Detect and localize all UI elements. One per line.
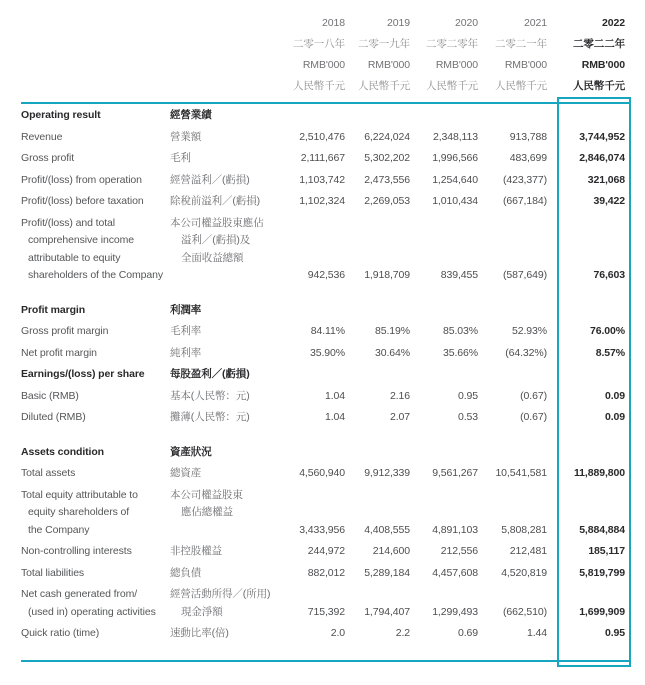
value-cell-2019: 30.64%: [374, 346, 410, 359]
value-cell-2020: 839,455: [440, 269, 478, 281]
row-label-zh: [170, 302, 282, 320]
value-cell-2021: (423,377): [502, 173, 547, 186]
year-column-header-2022: [547, 13, 625, 97]
row-label-en: [21, 625, 170, 643]
value-cell-2021: 913,788: [509, 130, 547, 143]
row-label-en: [21, 586, 170, 621]
row-label-en-line: equity shareholders of: [28, 506, 130, 518]
row-label-en-line: Revenue: [21, 130, 63, 143]
value-cell-2020: 0.95: [457, 389, 478, 402]
value-cell-2020: 1,254,640: [432, 173, 478, 186]
value-cell-2021: 5,808,281: [501, 523, 547, 536]
row-label-zh-line: 現金淨額: [181, 605, 223, 618]
table-row: [21, 625, 625, 643]
row-label-zh-line: 資產狀況: [170, 445, 212, 458]
value-cell-2018: 2.0: [330, 627, 345, 639]
row-label-zh-line: 全面收益總額: [181, 251, 244, 264]
value-cell-2019: 2.2: [395, 627, 410, 639]
table-row: [21, 409, 625, 427]
value-cell-2019: 1,794,407: [364, 605, 410, 618]
row-label-zh-line: 經營活動所得／(所用): [170, 588, 271, 600]
row-label-zh-line: 經營溢利／(虧損): [170, 173, 250, 186]
value-cell-2018: 942,536: [307, 269, 345, 281]
unit-label: RMB'000: [302, 59, 345, 71]
row-label-zh: [170, 129, 282, 147]
value-cell-2019: 4,408,555: [364, 523, 410, 536]
value-cell-2019: 6,224,024: [364, 130, 410, 143]
row-label-en: [21, 107, 170, 125]
value-cell-2018: 3,433,956: [299, 523, 345, 536]
table-row: [21, 323, 625, 341]
value-cell-2020: 4,457,608: [432, 566, 478, 579]
value-cell-2019: 9,912,339: [364, 467, 410, 479]
row-label-zh: [170, 444, 282, 462]
row-label-en-line: Net profit margin: [21, 346, 97, 359]
row-label-en: [21, 150, 170, 168]
table-row: [21, 487, 625, 540]
row-label-zh: [170, 586, 282, 621]
row-label-zh: [170, 345, 282, 363]
row-label-en: [21, 129, 170, 147]
year-label-zh: 二零一八年: [293, 38, 345, 50]
row-label-zh-line: 純利率: [170, 346, 202, 359]
year-column-header-2020: [410, 13, 478, 97]
value-cell-2019: 2.16: [389, 389, 410, 402]
value-cell-2022: 3,744,952: [579, 130, 625, 143]
table-row: [21, 150, 625, 168]
value-cell-2021: (662,510): [502, 605, 547, 618]
value-cell-2018: 1,102,324: [299, 195, 345, 207]
row-label-zh-line: [170, 522, 282, 540]
section-row: [21, 366, 625, 384]
row-label-en-line: Non-controlling interests: [21, 545, 132, 557]
value-cell-2022: 1,699,909: [579, 605, 625, 618]
value-cell-2020: 4,891,103: [432, 523, 478, 536]
value-cell-2019: 5,302,202: [364, 152, 410, 164]
row-label-zh: [170, 543, 282, 561]
row-label-zh: [170, 487, 282, 540]
row-label-en: [21, 345, 170, 363]
row-label-en: [21, 487, 170, 540]
year-label-zh: 二零一九年: [358, 38, 410, 50]
row-label-zh-line: [170, 267, 282, 285]
row-label-zh: [170, 150, 282, 168]
row-label-en-line: Total equity attributable to: [21, 488, 138, 501]
header-rule: [21, 102, 631, 104]
row-label-zh-line: 總負債: [170, 566, 202, 579]
row-label-zh-line: 毛利: [170, 152, 191, 164]
unit-label: RMB'000: [367, 59, 410, 71]
value-cell-2018: 1.04: [324, 389, 345, 402]
row-label-en-line: Assets condition: [21, 445, 104, 458]
row-label-zh: [170, 465, 282, 483]
row-label-zh: [170, 107, 282, 125]
row-label-en: [21, 388, 170, 406]
row-label-zh-line: 經營業績: [170, 109, 212, 121]
value-cell-2019: 2,473,556: [364, 173, 410, 186]
row-label-zh-line: 除稅前溢利／(虧損): [170, 195, 260, 207]
row-label-en: [21, 366, 170, 384]
value-cell-2021: 1.44: [526, 627, 547, 639]
row-label-en-line: Operating result: [21, 109, 101, 121]
year-label: 2020: [455, 17, 478, 29]
value-cell-2018: 1.04: [324, 411, 345, 423]
value-cell-2021: (667,184): [502, 195, 547, 207]
value-cell-2020: 0.53: [457, 411, 478, 423]
value-cell-2021: 4,520,819: [501, 566, 547, 579]
section-row: [21, 444, 625, 462]
value-cell-2019: 85.19%: [374, 325, 410, 337]
row-label-zh-line: 本公司權益股東: [170, 488, 243, 501]
table-row: [21, 565, 625, 583]
row-label-zh: [170, 215, 282, 285]
row-label-zh: [170, 565, 282, 583]
unit-label-zh: 人民幣千元: [293, 80, 345, 92]
row-label-zh: [170, 409, 282, 427]
row-label-en: [21, 193, 170, 211]
value-cell-2022: 11,889,800: [574, 467, 625, 479]
value-cell-2021: 10,541,581: [495, 467, 547, 479]
value-cell-2020: 212,556: [440, 545, 478, 557]
year-label: 2022: [602, 17, 625, 29]
table-row: [21, 129, 625, 147]
row-label-en-line: Earnings/(loss) per share: [21, 368, 145, 380]
unit-label-zh: 人民幣千元: [426, 80, 478, 92]
row-label-zh-line: 毛利率: [170, 325, 202, 337]
row-label-en-line: Profit margin: [21, 303, 86, 316]
row-label-zh: [170, 388, 282, 406]
value-cell-2019: 214,600: [372, 545, 410, 557]
table-row: [21, 465, 625, 483]
row-label-zh: [170, 323, 282, 341]
row-label-zh-line: 每股盈利／(虧損): [170, 368, 250, 380]
value-cell-2022: 321,068: [587, 173, 625, 186]
value-cell-2022: 185,117: [588, 545, 625, 557]
value-cell-2018: 2,510,476: [299, 130, 345, 143]
row-label-en-line: (used in) operating activities: [28, 605, 156, 618]
unit-label-zh: 人民幣千元: [573, 80, 625, 92]
row-label-en: [21, 302, 170, 320]
row-label-zh-line: 總資產: [170, 467, 202, 479]
value-cell-2022: 39,422: [593, 195, 625, 207]
row-label-zh-line: 應佔總權益: [181, 506, 233, 518]
unit-label: RMB'000: [435, 59, 478, 71]
row-label-en: [21, 444, 170, 462]
value-cell-2022: 76,603: [593, 269, 625, 281]
row-label-en-line: Diluted (RMB): [21, 411, 86, 423]
value-cell-2019: 5,289,184: [364, 566, 410, 579]
value-cell-2021: 52.93%: [511, 325, 547, 337]
value-cell-2020: 85.03%: [442, 325, 478, 337]
value-cell-2022: 8.57%: [595, 346, 625, 359]
row-label-zh-line: 本公司權益股東應佔: [170, 216, 264, 229]
value-cell-2018: 715,392: [307, 605, 345, 618]
row-label-en-line: attributable to equity: [28, 251, 121, 264]
row-label-en: [21, 172, 170, 190]
value-cell-2019: 1,918,709: [364, 269, 410, 281]
financial-summary-table: [21, 107, 625, 643]
table-row: [21, 388, 625, 406]
year-label: 2018: [322, 17, 345, 29]
value-cell-2018: 84.11%: [310, 325, 345, 337]
value-cell-2018: 1,103,742: [299, 173, 345, 186]
section-row: [21, 302, 625, 320]
value-cell-2022: 5,884,884: [579, 523, 625, 536]
year-label-zh: 二零二一年: [495, 38, 547, 50]
unit-label: RMB'000: [581, 59, 625, 71]
value-cell-2020: 0.69: [457, 627, 478, 639]
table-header: [21, 0, 645, 97]
value-cell-2021: (0.67): [520, 411, 547, 423]
value-cell-2018: 4,560,940: [299, 467, 345, 479]
value-cell-2018: 244,972: [307, 545, 345, 557]
row-label-en-line: Profit/(loss) before taxation: [21, 195, 144, 207]
year-column-header-2019: [345, 13, 410, 97]
row-label-en-line: Net cash generated from/: [21, 588, 138, 600]
row-label-en: [21, 465, 170, 483]
table-row: [21, 543, 625, 561]
value-cell-2020: 9,561,267: [432, 467, 478, 479]
row-label-en-line: Profit/(loss) from operation: [21, 173, 142, 186]
value-cell-2022: 0.95: [604, 627, 625, 639]
value-cell-2019: 2,269,053: [364, 195, 410, 207]
value-cell-2018: 2,111,667: [300, 152, 345, 164]
table-row: [21, 193, 625, 211]
row-label-en: [21, 565, 170, 583]
row-label-en-line: Gross profit: [21, 152, 75, 164]
value-cell-2020: 1,299,493: [432, 605, 478, 618]
row-label-zh: [170, 193, 282, 211]
row-label-zh-line: 溢利／(虧損)及: [181, 234, 251, 246]
row-label-en: [21, 323, 170, 341]
row-label-en-line: Basic (RMB): [21, 389, 79, 402]
value-cell-2022: 76.00%: [589, 325, 625, 337]
value-cell-2020: 2,348,113: [432, 130, 478, 143]
unit-label-zh: 人民幣千元: [358, 80, 410, 92]
table-row: [21, 172, 625, 190]
value-cell-2018: 882,012: [307, 566, 345, 579]
value-cell-2021: 212,481: [509, 545, 547, 557]
row-label-zh-line: 非控股權益: [170, 545, 222, 557]
value-cell-2021: 483,699: [509, 152, 547, 164]
year-label: 2021: [524, 17, 547, 29]
year-label-zh: 二零二零年: [426, 38, 478, 50]
row-label-en-line: the Company: [28, 523, 90, 536]
row-label-zh-line: 營業額: [170, 130, 202, 143]
row-label-en: [21, 409, 170, 427]
year-column-header-2021: [478, 13, 547, 97]
row-label-en: [21, 215, 170, 285]
year-column-header-2018: [282, 13, 345, 97]
value-cell-2021: (0.67): [520, 389, 547, 402]
value-cell-2021: (64.32%): [505, 346, 547, 359]
year-label: 2019: [387, 17, 410, 29]
value-cell-2021: (587,649): [502, 269, 547, 281]
row-label-zh: [170, 172, 282, 190]
value-cell-2022: 2,846,074: [579, 152, 625, 164]
bottom-rule: [21, 660, 631, 662]
year-label-zh: 二零二二年: [573, 38, 625, 50]
row-label-zh: [170, 366, 282, 384]
row-label-zh-line: 攤薄(人民幣：元): [170, 411, 250, 423]
row-label-zh-line: 速動比率(倍): [170, 627, 229, 639]
value-cell-2018: 35.90%: [309, 346, 345, 359]
table-row: [21, 345, 625, 363]
row-label-en-line: Total assets: [21, 467, 76, 479]
row-label-en-line: comprehensive income: [28, 234, 134, 246]
unit-label: RMB'000: [504, 59, 547, 71]
table-row: [21, 586, 625, 621]
row-label-en-line: Gross profit margin: [21, 325, 109, 337]
row-label-en-line: shareholders of the Company: [28, 269, 164, 281]
value-cell-2022: 0.09: [604, 411, 625, 423]
value-cell-2020: 1,996,566: [432, 152, 478, 164]
row-label-en-line: Quick ratio (time): [21, 627, 100, 639]
row-label-zh: [170, 625, 282, 643]
section-row: [21, 107, 625, 125]
row-label-zh-line: 利潤率: [170, 303, 202, 316]
row-label-en: [21, 543, 170, 561]
value-cell-2022: 5,819,799: [579, 566, 625, 579]
value-cell-2020: 35.66%: [442, 346, 478, 359]
unit-label-zh: 人民幣千元: [495, 80, 547, 92]
row-label-zh-line: 基本(人民幣：元): [170, 389, 250, 402]
value-cell-2020: 1,010,434: [432, 195, 478, 207]
table-row: [21, 215, 625, 285]
value-cell-2022: 0.09: [604, 389, 625, 402]
row-label-en-line: Profit/(loss) and total: [21, 216, 115, 229]
value-cell-2019: 2.07: [389, 411, 410, 423]
row-label-en-line: Total liabilities: [21, 566, 85, 579]
